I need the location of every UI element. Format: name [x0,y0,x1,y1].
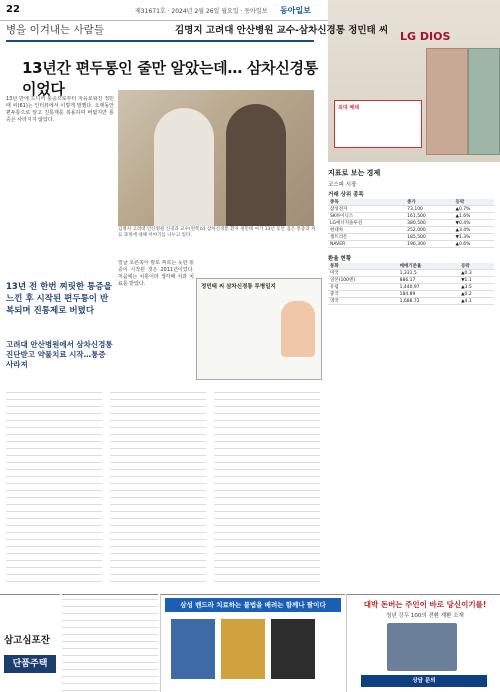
cell: 셀트리온 [328,234,405,241]
patient-figure [226,104,286,226]
book-cover-image [171,619,215,679]
pull-quote: 13년 전 한번 찌릿한 통증을 느낀 후 시작된 편두통이 반복되며 진통제로 버텼다 [6,282,112,316]
classified-ads [62,594,158,692]
cell: 185,500 [405,234,453,241]
cell: LG에너지솔루션 [328,220,405,227]
article-body-col2 [118,260,194,380]
table-title: 환율 현황 [328,256,352,262]
book-cover-image [271,619,315,679]
cell: SK하이닉스 [328,213,405,220]
market-title: 지표로 보는 경제 [328,169,381,177]
pull-quote-2: 고려대 안산병원에서 삼차신경통 진단받고 약물치료 시작…통증 사라져 [6,340,113,369]
table-row [328,277,494,284]
seminar-subtitle: 청년 강두 100의 전환 재환 소재 [386,613,464,619]
cell: 161,500 [405,213,453,220]
col-header: 등락 [459,263,494,270]
cell: 현대차 [328,227,405,234]
cell: 1,688.72 [398,298,459,305]
speaker-photo [387,623,457,671]
cell: ▲3.4% [454,227,494,234]
table-row [328,284,494,291]
ad-offer-text: 최대 혜택 [338,105,360,111]
stock-table [328,199,494,248]
cell: ▼1.3% [454,234,494,241]
book-cover-image [221,619,265,679]
doctor-figure [154,108,214,226]
article-title: 13년간 편두통인 줄만 알았는데… 삼차신경통이었다 [22,59,318,98]
seminar-headline: 대박 돈버는 주인이 바로 당신이기를! [363,600,487,609]
cell: 73,100 [405,206,453,213]
col-header: 통화 [328,263,398,270]
section-tag: 병을 이겨내는 사람들 [6,24,104,36]
col-header: 종가 [405,199,453,206]
market-panel [328,168,496,305]
promo-headline: 삼성 벤드라 치료하는 불법을 배려는 함께나 팔이다 [165,598,341,612]
market-subtitle: 코스피 시장 [328,182,357,188]
cell: 1,331.5 [398,270,459,277]
cell: 삼성전자 [328,206,405,213]
table-row [328,220,494,227]
cell: ▲4.1 [459,298,494,305]
article-body-col1 [6,96,114,276]
cell: ▲0.3 [459,270,494,277]
col-header: 종목 [328,199,405,206]
cell: ▲0.2 [459,291,494,298]
cell: ▲1.6% [454,213,494,220]
seminar-ad[interactable] [346,594,500,692]
cell: 일본(100엔) [328,277,398,284]
article-photo [118,90,314,226]
ad-brand: LG DIOS [400,30,451,43]
cell: ▲3.5 [459,284,494,291]
article-paragraph: 13년 만에 드디어 통증으로부터 자유로워진 정민태 씨(61)는 인터뷰에서 이렇게 말했다. 오랫동안 편두통으로 알고 진통제를 복용하며 버텼지만 통증은 사라지지 않았다. [6,96,114,123]
cell: 유럽 [328,284,398,291]
table-row [328,298,494,305]
cell: NAVER [328,241,405,248]
ad-offer-box [334,100,422,148]
fridge-image [468,48,500,155]
cell: 184.89 [398,291,459,298]
cell: 252,000 [405,227,453,234]
cell: 영국 [328,298,398,305]
col-header: 매매기준율 [398,263,459,270]
fridge-image [426,48,468,155]
table-row [328,213,494,220]
cell: ▼1.1 [459,277,494,284]
cell: ▲0.7% [454,206,494,213]
page-number: 22 [6,4,20,15]
table-row [328,241,494,248]
newspaper-logo: 동아일보 [280,6,311,15]
book-promo-ad[interactable] [160,594,345,692]
table-row [328,291,494,298]
cell: ▼0.4% [454,220,494,227]
cell: 380,500 [405,220,453,227]
table-row [328,227,494,234]
cell: 미국 [328,270,398,277]
article-paragraph: 얼굴 오른쪽이 칼로 찌르는 듯한 통증이 시작된 것은 2011년이었다. 처음에는 치통이라 생각해 치과 치료를 받았다. [118,260,194,287]
table-row [328,234,494,241]
issue-meta: 제31671호 · 2024년 2월 26일 월요일 · 동아일보 [135,8,268,15]
face-illustration [281,301,315,357]
column-gutters [6,388,320,588]
table-title: 거래 상위 종목 [328,192,364,198]
fx-table [328,263,494,305]
diagram-title: 정민태 씨 삼차신경통 투병일지 [201,284,276,290]
cell: ▲0.6% [454,241,494,248]
contact-button[interactable]: 상담 문의 [361,675,487,687]
treatment-timeline-box [196,278,322,380]
table-row [328,206,494,213]
book-ad-highlight: 단품주택 [4,655,56,673]
cell: 중국 [328,291,398,298]
cell: 1,440.97 [398,284,459,291]
cell: 886.17 [398,277,459,284]
book-ad[interactable] [0,594,60,692]
table-row [328,270,494,277]
photo-caption: 김명지 고려대 안산병원 신경과 교수(왼쪽)와 삼차신경통 환자 정민태 씨가 13년 동안 겪은 통증과 치료 과정에 대해 이야기를 나누고 있다. [118,227,316,238]
book-ad-title: 삼고심포잔 [4,635,50,646]
cell: 196,300 [405,241,453,248]
article-byline: 김명지 고려대 안산병원 교수-삼차신경통 정민태 씨 [175,25,389,36]
col-header: 등락 [454,199,494,206]
